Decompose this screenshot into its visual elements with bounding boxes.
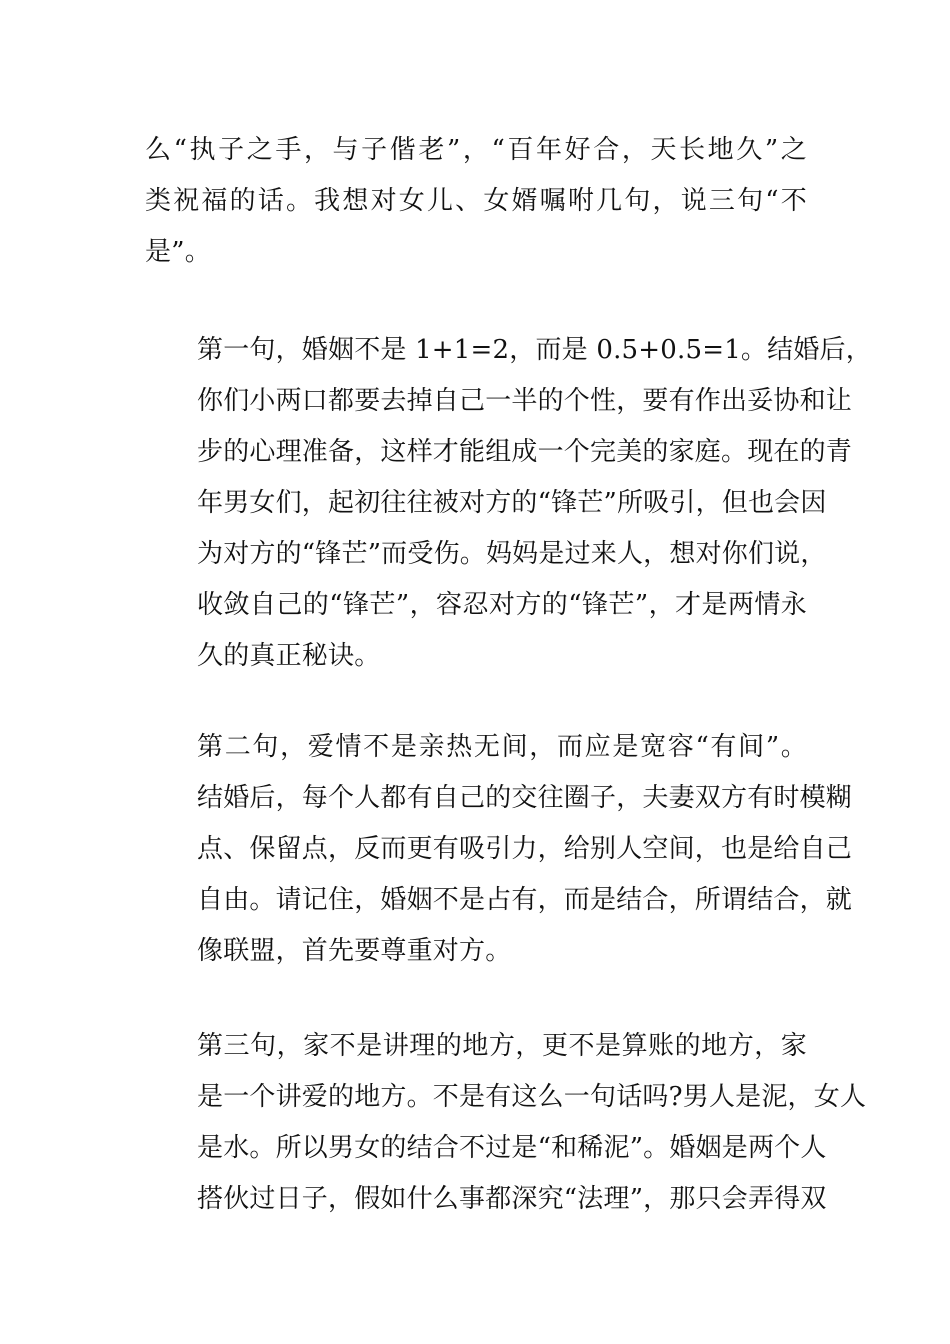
text-line: 像联盟，首先要尊重对方。 bbox=[197, 936, 512, 966]
text-line: 收敛自己的“锋芒”，容忍对方的“锋芒”，才是两情永 bbox=[197, 590, 807, 620]
text-line: 第二句，爱情不是亲热无间，而应是宽容“有间”。 bbox=[197, 732, 807, 762]
text-line: 搭伙过日子，假如什么事都深究“法理”，那只会弄得双 bbox=[197, 1184, 827, 1214]
text-line: 是水。所以男女的结合不过是“和稀泥”。婚姻是两个人 bbox=[197, 1133, 827, 1163]
text-line: 么“执子之手，与子偕老”，“百年好合，天长地久”之 bbox=[145, 135, 807, 165]
text-line: 结婚后，每个人都有自己的交往圈子，夫妻双方有时模糊 bbox=[197, 783, 853, 813]
text-line: 是一个讲爱的地方。不是有这么一句话吗?男人是泥，女人 bbox=[197, 1082, 867, 1112]
text-line: 是”。 bbox=[145, 237, 211, 267]
text-line: 久的真正秘诀。 bbox=[197, 641, 381, 671]
paragraph-first-sentence bbox=[145, 325, 872, 682]
paragraph-third-sentence bbox=[145, 1021, 867, 1225]
text-line: 为对方的“锋芒”而受伤。妈妈是过来人，想对你们说， bbox=[197, 539, 827, 569]
paragraph-second-sentence bbox=[145, 722, 853, 977]
text-line: 自由。请记住，婚姻不是占有，而是结合，所谓结合，就 bbox=[197, 885, 853, 915]
text-line: 第三句，家不是讲理的地方，更不是算账的地方，家 bbox=[197, 1031, 807, 1061]
text-line: 第一句，婚姻不是 1+1=2，而是 0.5+0.5=1。结婚后， bbox=[197, 335, 872, 365]
text-line: 点、保留点，反而更有吸引力，给别人空间，也是给自己 bbox=[197, 834, 853, 864]
text-line: 步的心理准备，这样才能组成一个完美的家庭。现在的青 bbox=[197, 437, 853, 467]
text-line: 你们小两口都要去掉自己一半的个性，要有作出妥协和让 bbox=[197, 386, 853, 416]
text-line: 年男女们，起初往往被对方的“锋芒”所吸引，但也会因 bbox=[197, 488, 827, 518]
paragraph-intro bbox=[145, 125, 807, 278]
text-line: 类祝福的话。我想对女儿、女婿嘱咐几句，说三句“不 bbox=[145, 186, 807, 216]
